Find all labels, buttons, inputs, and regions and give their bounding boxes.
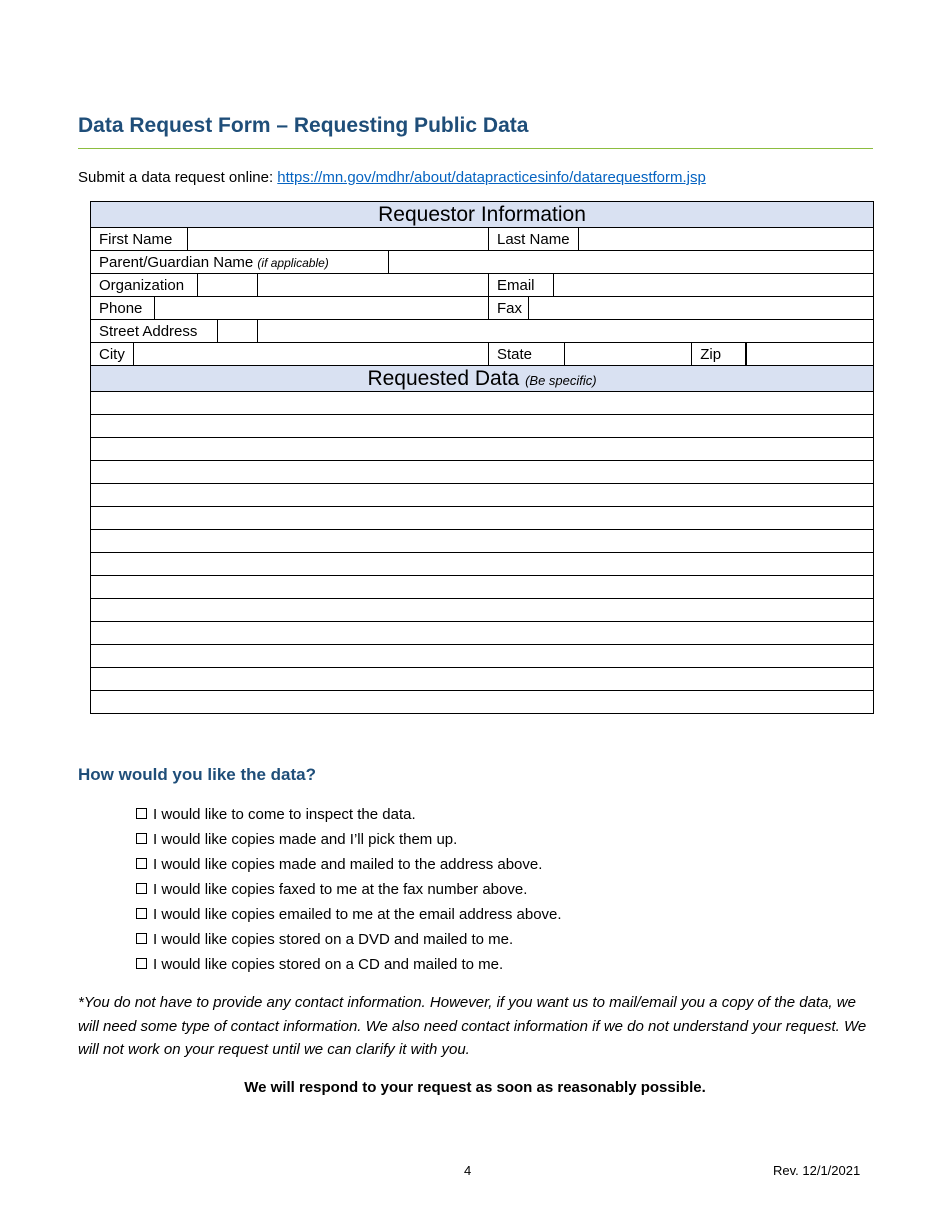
checkbox-icon[interactable]	[136, 958, 147, 969]
fax-label: Fax	[489, 297, 529, 319]
street-address-label: Street Address	[91, 320, 218, 342]
organization-field[interactable]	[258, 274, 489, 297]
requested-data-line[interactable]	[91, 553, 874, 576]
requested-data-line[interactable]	[91, 645, 874, 668]
phone-field[interactable]	[155, 297, 489, 319]
checkbox-icon[interactable]	[136, 858, 147, 869]
delivery-option[interactable]	[136, 802, 562, 827]
state-label: State	[489, 343, 564, 365]
parent-guardian-label	[91, 251, 389, 274]
state-field[interactable]	[564, 343, 691, 365]
first-name-field[interactable]	[188, 228, 489, 251]
option-label: I would like copies stored on a CD and mailed to me.	[153, 956, 504, 973]
delivery-option[interactable]	[136, 902, 562, 927]
organization-label: Organization	[91, 274, 198, 296]
requested-data-line[interactable]	[91, 392, 874, 415]
page-title: Data Request Form – Requesting Public Data	[78, 114, 529, 137]
delivery-option[interactable]	[136, 827, 562, 852]
option-label: I would like copies faxed to me at the fax number above.	[153, 881, 528, 898]
submit-online-line	[78, 169, 706, 186]
last-name-label: Last Name	[489, 228, 579, 250]
option-label: I would like copies emailed to me at the email address above.	[153, 906, 562, 923]
delivery-option[interactable]	[136, 952, 562, 977]
delivery-option[interactable]	[136, 852, 562, 877]
checkbox-icon[interactable]	[136, 808, 147, 819]
submit-prefix: Submit a data request online:	[78, 169, 278, 186]
requested-data-line[interactable]	[91, 484, 874, 507]
option-label: I would like to come to inspect the data.	[153, 806, 416, 823]
requested-data-line[interactable]	[91, 415, 874, 438]
request-form-link[interactable]: https://mn.gov/mdhr/about/datapracticesinfo/datarequestform.jsp	[277, 169, 706, 186]
phone-label: Phone	[91, 297, 155, 319]
city-field[interactable]	[134, 343, 489, 365]
requestor-info-heading: Requestor Information	[91, 202, 874, 228]
parent-guardian-text: Parent/Guardian Name	[99, 253, 254, 271]
response-statement: We will respond to your request as soon as reasonably possible.	[244, 1079, 706, 1096]
requested-data-line[interactable]	[91, 691, 874, 714]
requested-data-line[interactable]	[91, 576, 874, 599]
requested-data-heading	[91, 366, 874, 392]
email-label: Email	[489, 274, 554, 296]
if-applicable-note: (if applicable)	[257, 255, 329, 270]
zip-label: Zip	[692, 343, 746, 365]
page-number: 4	[464, 1163, 472, 1178]
delivery-heading: How would you like the data?	[78, 765, 317, 784]
revision-date: Rev. 12/1/2021	[773, 1163, 861, 1178]
option-label: I would like copies made and mailed to the address above.	[153, 856, 543, 873]
parent-guardian-field[interactable]	[389, 251, 874, 274]
title-divider	[78, 148, 873, 149]
first-name-label: First Name	[91, 228, 188, 251]
checkbox-icon[interactable]	[136, 883, 147, 894]
zip-field[interactable]	[747, 343, 874, 366]
delivery-option[interactable]	[136, 877, 562, 902]
option-label: I would like copies stored on a DVD and mailed to me.	[153, 931, 514, 948]
requested-data-line[interactable]	[91, 668, 874, 691]
requested-data-line[interactable]	[91, 461, 874, 484]
request-form-table	[90, 201, 874, 714]
fax-field[interactable]	[529, 297, 874, 319]
street-address-field-a[interactable]	[218, 320, 258, 342]
requested-data-line[interactable]	[91, 599, 874, 622]
delivery-options	[136, 802, 562, 977]
street-address-field[interactable]	[258, 320, 874, 343]
contact-info-note: *You do not have to provide any contact information. However, if you want us to mail/email you a copy of the data, we will need some type of contact information. We also need contact information if we do not understand your request. We will not work on your request until we can clarify it with you.	[78, 994, 867, 1058]
city-label: City	[91, 343, 134, 365]
requested-data-title: Requested Data	[367, 366, 520, 390]
checkbox-icon[interactable]	[136, 933, 147, 944]
requested-data-line[interactable]	[91, 438, 874, 461]
checkbox-icon[interactable]	[136, 908, 147, 919]
option-label: I would like copies made and I’ll pick them up.	[153, 831, 458, 848]
requested-data-line[interactable]	[91, 622, 874, 645]
delivery-option[interactable]	[136, 927, 562, 952]
checkbox-icon[interactable]	[136, 833, 147, 844]
organization-field-a[interactable]	[198, 274, 258, 296]
be-specific-note: (Be specific)	[525, 372, 597, 388]
requested-data-line[interactable]	[91, 530, 874, 553]
email-field[interactable]	[554, 274, 874, 296]
requested-data-line[interactable]	[91, 507, 874, 530]
last-name-field[interactable]	[579, 228, 874, 250]
